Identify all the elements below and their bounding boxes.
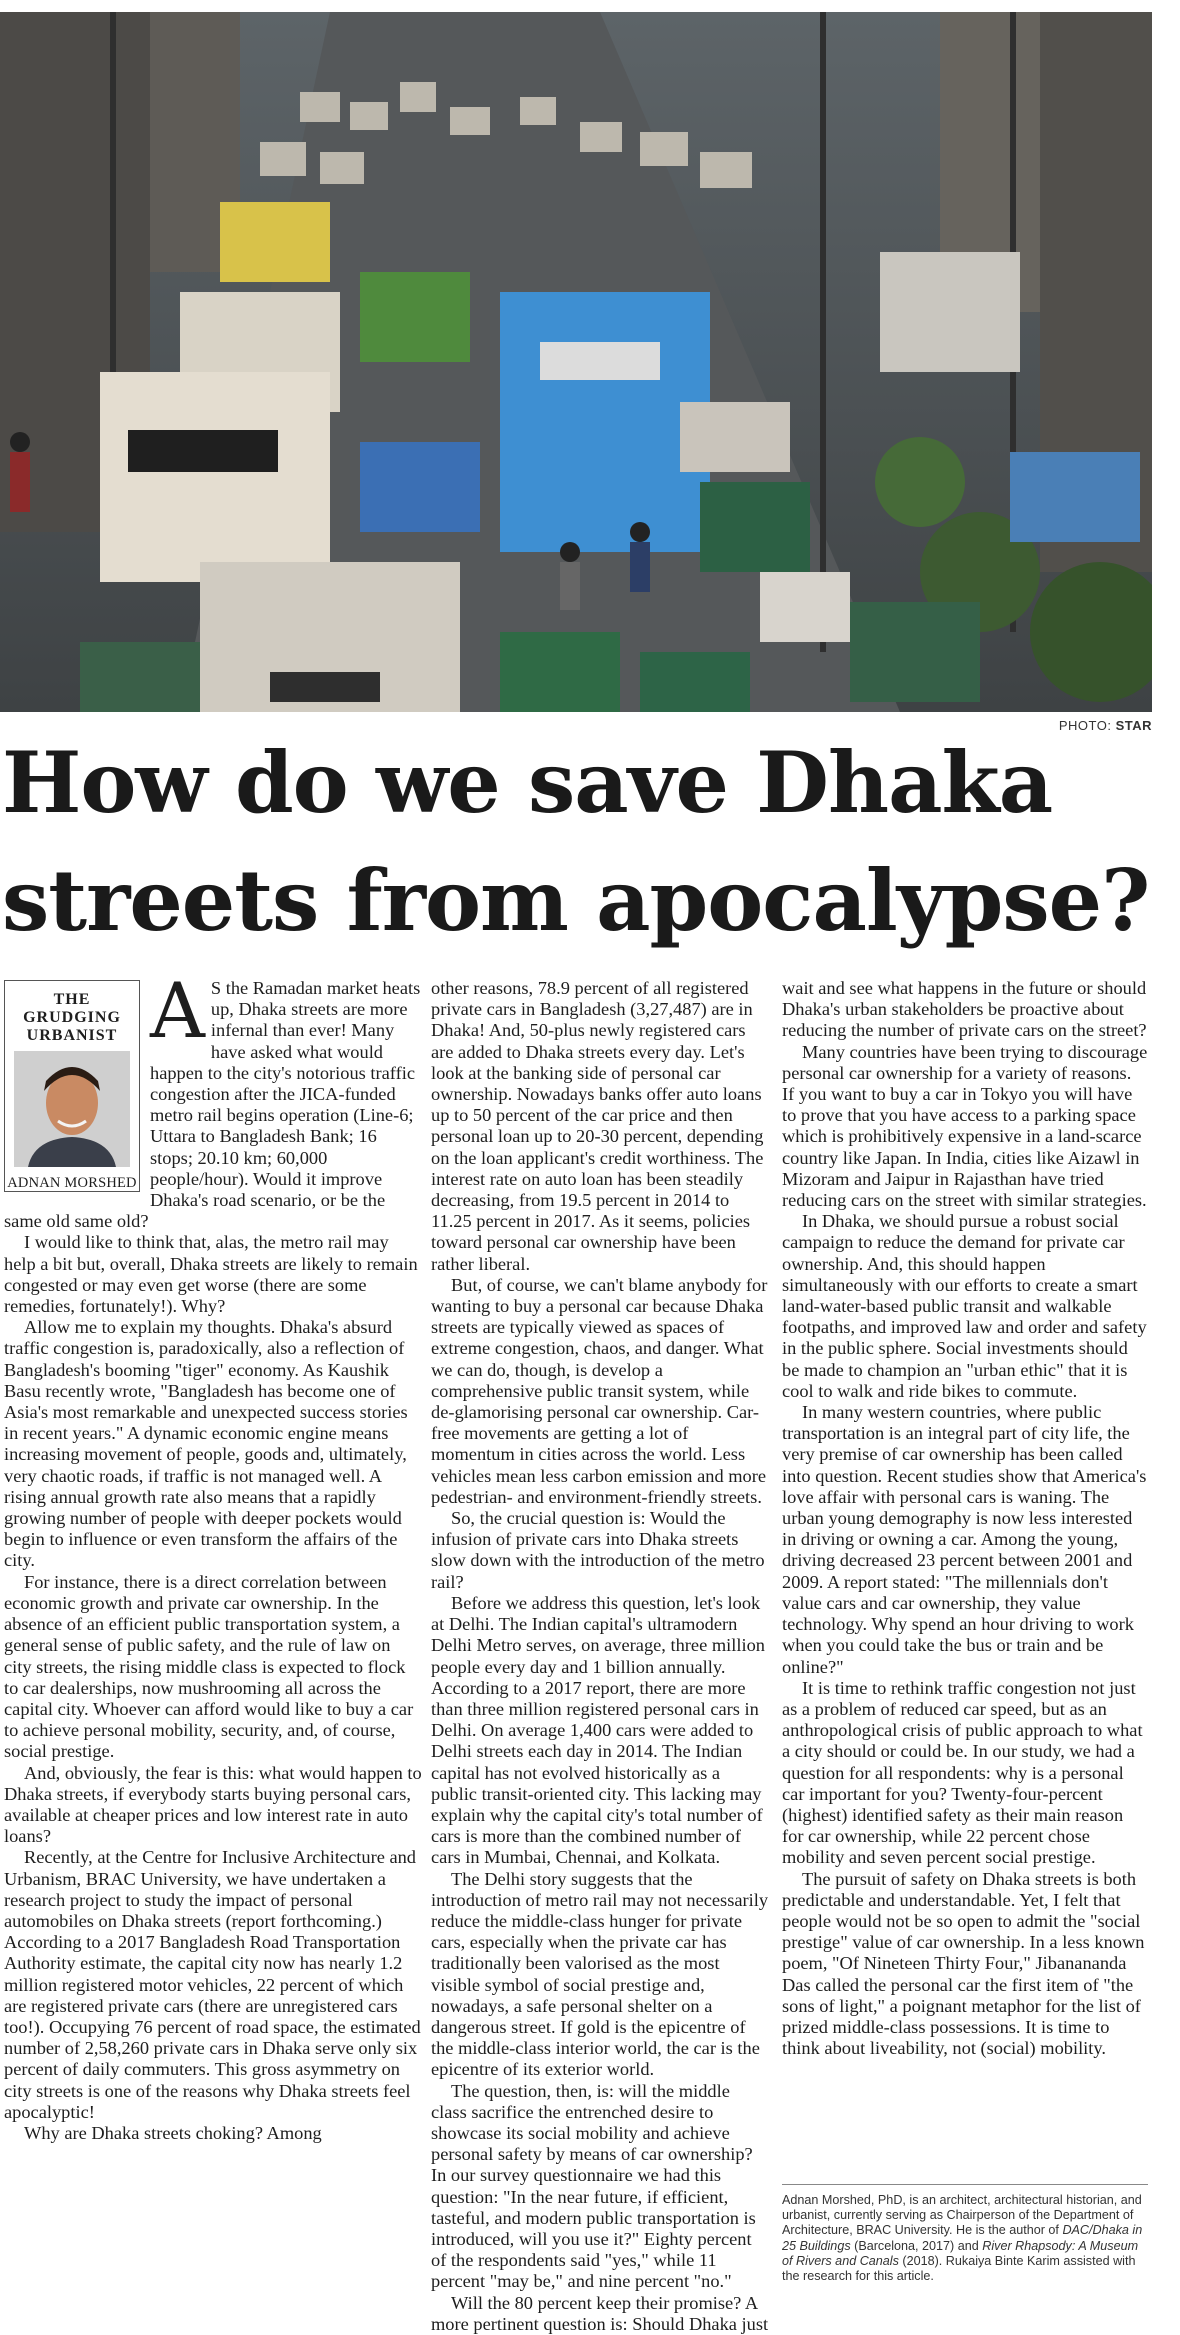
paragraph: Recently, at the Centre for Inclusive Architecture and Urbanism, BRAC University, we have undertaken a research project to study the impact of personal automobiles on Dhaka streets (report forthcoming.) According to a 2017 Bangladesh Road Transportation Authority estimate, the capital city now has nearly 1.2 million registered motor vehicles, 22 percent of which are registered private cars (there are unregistered cars too!). Occupying 76 percent of road space, the estimated number of 2,58,260 private cars in Dhaka serve only six percent of daily commuters. This gross asymmetry on city streets is one of the reasons why Dhaka streets feel apocalyptic!: [4, 1847, 421, 2122]
photo-credit-label: PHOTO:: [1058, 718, 1112, 733]
traffic-jam-image: [0, 12, 1152, 712]
photo-credit-source: STAR: [1115, 718, 1152, 733]
bio-book-title: DAC/Dhaka in 25 Buildings: [782, 2223, 1143, 2253]
paragraph: For instance, there is a direct correlation between economic growth and private car ownership. In the absence of an efficient public transportation system, a general sense of public safety, and the rule of law on city streets, the rising middle class is expected to flock to car dealerships, now mushrooming all across the capital city. Whoever can afford would like to buy a car to achieve personal mobility, security, and, of course, social prestige.: [4, 1571, 414, 1762]
author-portrait: [14, 1051, 130, 1167]
column-tag: THE GRUDGING URBANIST: [23, 991, 121, 1044]
bio-text: (Barcelona, 2017) and: [850, 2238, 983, 2253]
paragraph: S the Ramadan market heats up, Dhaka streets are more infernal than ever! Many have asked what would happen to the city's notorious traffic congestion after the JICA-funded metro rail begins operation (Line-6; Uttara to Bangladesh Bank; 16 stops; 20.10 km; 60,000 people/hour). Would it improve Dhaka's road scenario, or be the same old same old?: [4, 978, 421, 1232]
paragraph: I would like to think that, alas, the metro rail may help a bit but, overall, Dhaka streets are likely to remain congested or may even get worse (there are some remedies, fortunately!). Why?: [4, 1232, 418, 1317]
bio-text: Adnan Morshed, PhD, is an architect, architectural historian, and urbanist, currently serving as Chairperson of the Department of Architecture, BRAC University. He is the author of: [782, 2193, 1142, 2238]
article-column-2: [431, 978, 769, 2335]
paragraph: The question, then, is: will the middle class sacrifice the entrenched desire to showcase its social mobility and achieve personal safety by means of car ownership? In our survey questionnaire we had this question: "In the near future, if efficient, tasteful, and modern public transportation is introduced, will you use it?" Eighty percent of the respondents said "yes," while 11 percent "may be," and nine percent "no.": [431, 2080, 756, 2292]
article-column-3: [782, 978, 1148, 2059]
bio-book-title: River Rhapsody: A Museum of Rivers and Canals: [782, 2238, 1139, 2268]
paragraph: other reasons, 78.9 percent of all registered private cars in Bangladesh (3,27,487) are in Dhaka! And, 50-plus newly registered cars are added to Dhaka streets every day. Let's look at the banking side of personal car ownership. Nowadays banks offer auto loans up to 50 percent of the car price and then personal loan up to 20-30 percent, depending on the loan applicant's credit worthiness. The interest rate on auto loan has been steadily decreasing, from 19.5 percent in 2014 to 11.25 percent in 2017. As it seems, policies toward personal car ownership have been rather liberal.: [431, 978, 764, 1274]
bio-text: (2018). Rukaiya Binte Karim assisted with the research for this article.: [782, 2253, 1136, 2284]
headline: How do we save Dhaka streets from apocalypse?: [2, 733, 1150, 950]
paragraph: So, the crucial question is: Would the infusion of private cars into Dhaka streets slow down with the introduction of the metro rail?: [431, 1508, 765, 1592]
paragraph: In Dhaka, we should pursue a robust social campaign to reduce the demand for private car ownership. And, this should happen simultaneously with our efforts to create a smart land-water-based public transit and walkable footpaths, and improved law and order and safety in the public sphere. Social investments should be made to champion an "urban ethic" that it is cool to walk and ride bikes to commute.: [782, 1211, 1147, 1401]
paragraph: Allow me to explain my thoughts. Dhaka's absurd traffic congestion is, paradoxically, also a reflection of Bangladesh's booming "tiger" economy. As Kaushik Basu recently wrote, "Bangladesh has become one of Asia's most remarkable and unexpected success stories in recent years." A dynamic economic engine means increasing movement of people, goods and, ultimately, very chaotic roads, if traffic is not managed well. A rising annual growth rate also means that a rapidly growing number of people with deeper pockets would begin to influence or even transform the affairs of the city.: [4, 1317, 408, 1571]
column-byline-box: [4, 980, 140, 1192]
traffic-photo: [0, 12, 1152, 712]
paragraph: The pursuit of safety on Dhaka streets is both predictable and understandable. Yet, I felt that people would not be so open to admit the "social prestige" value of car ownership. In a less known poem, "Of Nineteen Thirty Four," Jibanananda Das called the personal car the first item of "the sons of light," a poignant metaphor for the list of prized middle-class possessions. It is time to think about liveability, not (social) mobility.: [782, 1868, 1145, 2059]
paragraph: The Delhi story suggests that the introduction of metro rail may not necessarily reduce the middle-class hunger for private cars, especially when the private car has traditionally been valorised as the most visible symbol of social prestige and, nowadays, a safe personal shelter on a dangerous street. If gold is the epicentre of the middle-class interior world, the car is the epicentre of its exterior world.: [431, 1868, 769, 2080]
paragraph: Many countries have been trying to discourage personal car ownership for a variety of reasons. If you want to buy a car in Tokyo you will have to prove that you have access to a parking space which is prohibitively expensive in a land-scarce country like Japan. In India, cities like Aizawl in Mizoram and Jaipur in Rajasthan have tried reducing cars on the street with similar strategies.: [782, 1041, 1148, 1211]
author-name: ADNAN MORSHED: [7, 1175, 137, 1191]
paragraph: wait and see what happens in the future or should Dhaka's urban stakeholders be proactive about reducing the number of private cars on the street?: [782, 978, 1147, 1041]
paragraph: Will the 80 percent keep their promise? A more pertinent question is: Should Dhaka just: [431, 2292, 769, 2334]
article-column-1: [4, 966, 422, 2144]
paragraph: Before we address this question, let's look at Delhi. The Indian capital's ultramodern Delhi Metro serves, on average, three million people every day and 1 billion annually. According to a 2017 report, there are more than three million registered personal cars in Delhi. On average 1,400 cars were added to Delhi streets each day in 2014. The Indian capital has not evolved historically as a public transit-oriented city. This lacking may explain why the capital city's total number of cars is more than the combined number of cars in Mumbai, Chennai, and Kolkata.: [431, 1592, 765, 1868]
paragraph: It is time to rethink traffic congestion not just as a problem of reduced car speed, but as an anthropological crisis of public approach to what a city should or could be. In our study, we had a question for all respondents: why is a personal car important for you? Twenty-four-percent (highest) identified safety as their main reason for car ownership, while 22 percent chose mobility and seven percent social prestige.: [782, 1677, 1143, 1868]
paragraph: In many western countries, where public transportation is an integral part of city life, the very premise of car ownership has been called into question. Recent studies show that America's love affair with personal cars is waning. The urban young demography is now less interested in driving or owning a car. Among the young, driving decreased 23 percent between 2001 and 2009. A report stated: "The millennials don't value cars and car ownership, they value technology. Why spend an hour driving to work when you could take the bus or train and be online?": [782, 1402, 1147, 1677]
drop-cap: A: [150, 966, 205, 1055]
paragraph: And, obviously, the fear is this: what would happen to Dhaka streets, if everybody starts buying personal cars, available at cheaper prices and low interest rate in auto loans?: [4, 1762, 422, 1847]
paragraph: Why are Dhaka streets choking? Among: [24, 2122, 322, 2143]
author-bio: [782, 2184, 1148, 2284]
paragraph: But, of course, we can't blame anybody for wanting to buy a personal car because Dhaka streets are typically viewed as spaces of extreme congestion, chaos, and danger. What we can do, though, is develop a comprehensive public transit system, while de-glamorising personal car ownership. Car-free movements are getting a lot of momentum in cities across the world. Less vehicles mean less carbon emission and more pedestrian- and environment-friendly streets.: [431, 1274, 768, 1507]
